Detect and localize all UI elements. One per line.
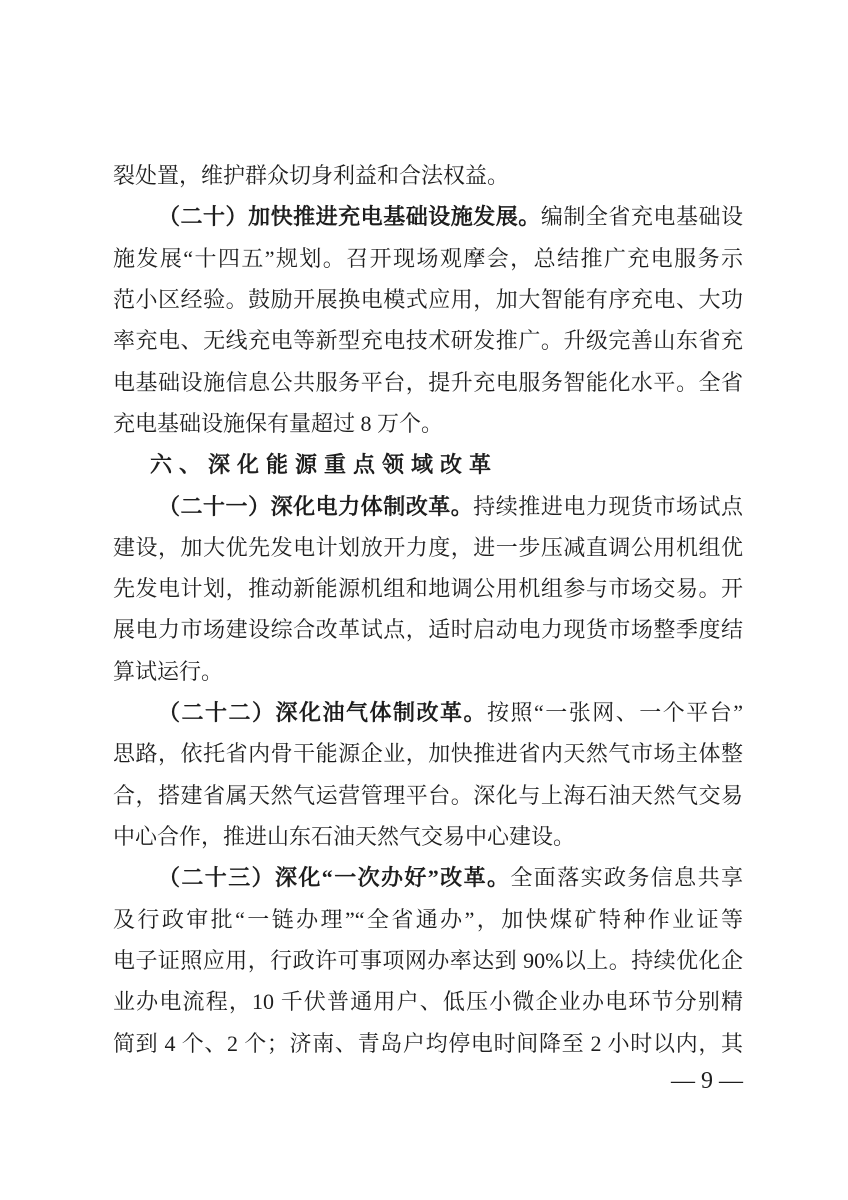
body-text: 施发展“十四五”规划。召开现场观摩会，总结推广充电服务示 [113, 245, 743, 271]
section-heading [113, 444, 743, 485]
body-text: 简到 4 个、2 个；济南、青岛户均停电时间降至 2 小时以内，其 [113, 1030, 743, 1056]
body-text: 合，搭建省属天然气运营管理平台。深化与上海石油天然气交易 [113, 782, 743, 808]
page-number: — 9 — [671, 1068, 743, 1094]
text-line [113, 651, 743, 692]
body-text: 电子证照应用，行政许可事项网办率达到 90%以上。持续优化企 [113, 947, 743, 973]
text-line [113, 155, 743, 196]
text-line [113, 981, 743, 1022]
text-line [113, 568, 743, 609]
text-line [113, 362, 743, 403]
text-line [113, 775, 743, 816]
text-line [113, 196, 743, 237]
text-line [113, 279, 743, 320]
text-line [113, 320, 743, 361]
body-text: 率充电、无线充电等新型充电技术研发推广。升级完善山东省充 [113, 328, 743, 354]
text-line [113, 733, 743, 774]
text-line [113, 403, 743, 444]
text-block [113, 155, 743, 1064]
text-line [113, 857, 743, 898]
text-line [113, 609, 743, 650]
section-heading-text: 六、深化能源重点领域改革 [150, 452, 499, 478]
paragraph-lead: （二十）加快推进充电基础设施发展。 [158, 204, 541, 230]
body-text: 全面落实政务信息共享 [510, 865, 743, 891]
body-text: 先发电计划，推动新能源机组和地调公用机组参与市场交易。开 [113, 576, 743, 602]
body-text: 充电基础设施保有量超过 8 万个。 [113, 410, 444, 436]
body-text: 电基础设施信息公共服务平台，提升充电服务智能化水平。全省 [113, 369, 743, 395]
body-text: 思路，依托省内骨干能源企业，加快推进省内天然气市场主体整 [113, 741, 743, 767]
text-line [113, 1023, 743, 1064]
paragraph-lead: （二十二）深化油气体制改革。 [158, 700, 487, 726]
paragraph-lead: （二十一）深化电力体制改革。 [158, 493, 474, 519]
body-text: 持续推进电力现货市场试点 [473, 493, 743, 519]
body-text: 中心合作，推进山东石油天然气交易中心建设。 [113, 824, 576, 849]
body-text: 按照“一张网、一个平台” [486, 700, 743, 726]
paragraph-lead: （二十三）深化“一次办好”改革。 [158, 865, 511, 891]
body-text: 业办电流程，10 千伏普通用户、低压小微企业办电环节分别精 [113, 989, 743, 1015]
text-line [113, 940, 743, 981]
text-line [113, 238, 743, 279]
body-text: 算试运行。 [113, 658, 224, 684]
body-text: 展电力市场建设综合改革试点，适时启动电力现货市场整季度结 [113, 617, 743, 643]
body-text: 编制全省充电基础设 [540, 204, 743, 230]
text-line [113, 816, 743, 857]
text-line [113, 527, 743, 568]
body-text: 范小区经验。鼓励开展换电模式应用，加大智能有序充电、大功 [113, 286, 743, 312]
body-text: 建设，加大优先发电计划放开力度，进一步压减直调公用机组优 [113, 534, 743, 560]
text-line [113, 692, 743, 733]
body-text: 裂处置，维护群众切身利益和合法权益。 [113, 163, 510, 188]
text-line [113, 899, 743, 940]
body-text: 及行政审批“一链办理”“全省通办”，加快煤矿特种作业证等 [113, 906, 743, 932]
text-line [113, 486, 743, 527]
